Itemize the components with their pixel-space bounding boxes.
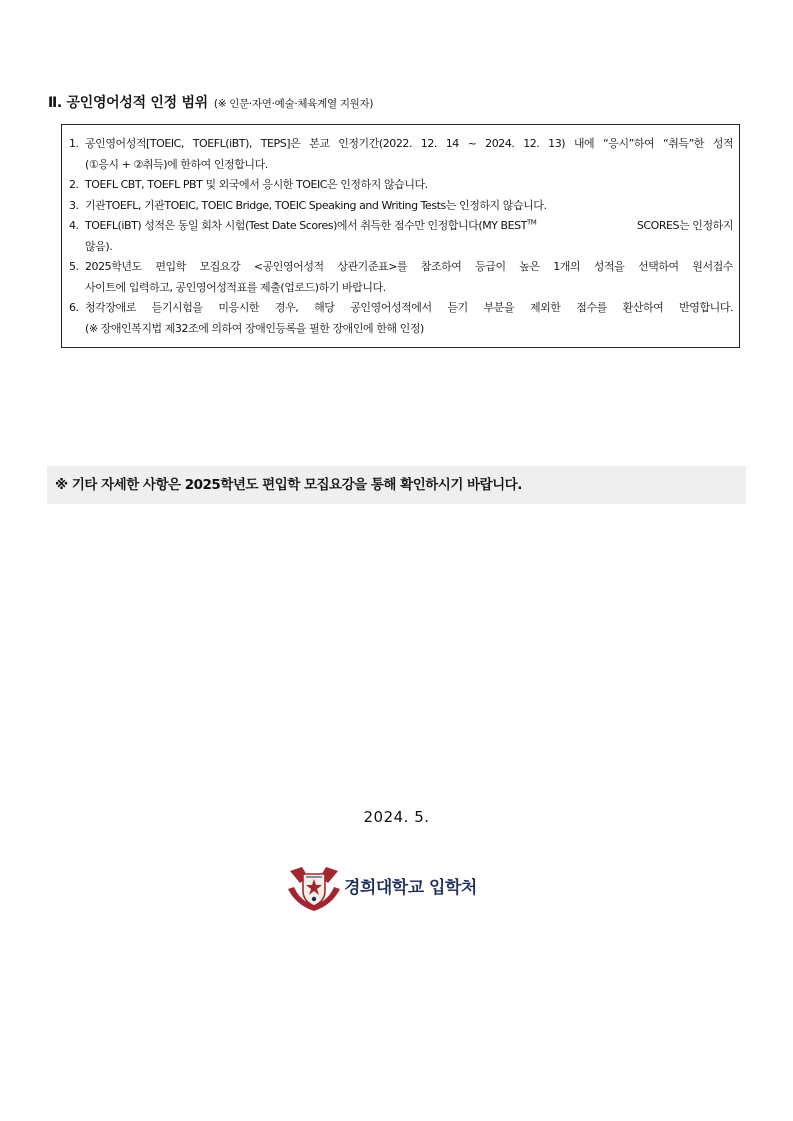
rule-word: 경우, bbox=[274, 301, 299, 314]
rule-word: 1개의 bbox=[553, 260, 581, 273]
rule-text-line: (※ 장애인복지법 제32조에 의하여 장애인등록을 필한 장애인에 한해 인정) bbox=[85, 321, 424, 335]
rule-text-line bbox=[85, 216, 733, 237]
rule-word: 14 bbox=[445, 137, 459, 150]
rule-item-6 bbox=[69, 298, 733, 339]
rule-item-2 bbox=[69, 175, 733, 196]
rule-word: 공인영어성적[TOEIC, bbox=[85, 137, 184, 150]
footer-logo bbox=[286, 861, 516, 913]
rule-text-line bbox=[85, 134, 733, 155]
rule-word: 부분을 bbox=[483, 301, 515, 314]
rule-word: 참조하여 bbox=[420, 260, 462, 273]
rule-word: 내에 bbox=[573, 137, 595, 150]
rule-item-5 bbox=[69, 257, 733, 298]
rule-word: 제외한 bbox=[529, 301, 561, 314]
rule-word: 청각장애로 bbox=[85, 301, 136, 314]
rule-text-line: 않음). bbox=[85, 239, 113, 253]
document-date: 2024. 5. bbox=[363, 808, 430, 826]
rule-number: 3. bbox=[69, 198, 79, 212]
rule-word: 성적을 bbox=[593, 260, 625, 273]
rule-item-1 bbox=[69, 134, 733, 175]
rule-word: 미응시한 bbox=[218, 301, 260, 314]
rule-word: “취득”한 bbox=[663, 137, 705, 150]
rule-word: 선택하여 bbox=[637, 260, 679, 273]
rule-number: 2. bbox=[69, 178, 79, 191]
rule-text-line: TOEFL CBT, TOEFL PBT 및 외국에서 응시한 TOEIC은 인정하지 않습니다. bbox=[85, 178, 428, 191]
rule-word: 편입학 bbox=[155, 260, 186, 273]
trademark-sup: TM bbox=[526, 218, 537, 227]
rule-word: 해당 bbox=[314, 301, 335, 314]
rule-word: 상관기준표>를 bbox=[337, 260, 408, 273]
section-heading bbox=[48, 92, 748, 112]
rule-word: 높은 bbox=[519, 260, 540, 273]
rule-word: “응시”하여 bbox=[603, 137, 655, 150]
rule-word: 2025학년도 bbox=[85, 260, 142, 273]
rule-word: 공인영어성적에서 bbox=[350, 301, 432, 314]
university-emblem-icon bbox=[286, 861, 342, 913]
rule-text-line bbox=[85, 298, 733, 319]
organization-name: 경희대학교 입학처 bbox=[344, 878, 477, 898]
rules-box bbox=[61, 124, 740, 348]
rule-word: TEPS]은 bbox=[260, 137, 301, 150]
rule-item-3 bbox=[69, 196, 733, 217]
rule-text-segment: SCORES는 인정하지 bbox=[636, 219, 733, 232]
rule-word: <공인영어성적 bbox=[253, 260, 324, 273]
rule-text-line bbox=[85, 257, 733, 278]
rule-word: 13) bbox=[548, 137, 566, 150]
rule-word: 인정기간(2022. bbox=[338, 137, 412, 150]
rule-word: 성적 bbox=[712, 137, 734, 150]
rule-word: 12. bbox=[420, 137, 437, 150]
section-title-note: (※ 인문·자연·예술·체육계열 지원자) bbox=[213, 98, 374, 110]
rule-word: 12. bbox=[523, 137, 540, 150]
rule-text-line: 사이트에 입력하고, 공인영어성적표를 제출(업로드)하기 바랍니다. bbox=[85, 280, 386, 294]
rule-word: 반영합니다. bbox=[679, 301, 734, 314]
rule-word: TOEFL(iBT), bbox=[192, 137, 252, 150]
rule-word: 등급이 bbox=[475, 260, 506, 273]
rule-number: 1. bbox=[69, 137, 79, 150]
rule-word: 모집요강 bbox=[199, 260, 241, 273]
rule-item-4 bbox=[69, 216, 733, 257]
notice-banner: ※ 기타 자세한 사항은 2025학년도 편입학 모집요강을 통해 확인하시기 바랍니다. bbox=[47, 466, 746, 504]
rule-word: ~ bbox=[467, 137, 477, 150]
rule-word: 듣기 bbox=[447, 301, 468, 314]
rule-number: 4. bbox=[69, 219, 79, 232]
rule-word: 환산하여 bbox=[622, 301, 664, 314]
rule-word: 2024. bbox=[485, 137, 515, 150]
section-title: Ⅱ. 공인영어성적 인정 범위 bbox=[48, 95, 208, 111]
rule-number: 6. bbox=[69, 301, 79, 314]
rule-word: 점수를 bbox=[576, 301, 607, 314]
rule-text-line: (①응시 + ②취득)에 한하여 인정합니다. bbox=[85, 157, 268, 171]
rule-word: 원서접수 bbox=[692, 260, 733, 273]
rule-text-segment: TOEFL(iBT) 성적은 동일 회차 시험(Test Date Scores)에서 취득한 점수만 인정합니다(MY BEST bbox=[85, 219, 527, 232]
rule-number: 5. bbox=[69, 260, 79, 273]
rule-word: 듣기시험을 bbox=[151, 301, 203, 314]
rule-word: 본교 bbox=[309, 137, 330, 150]
rule-text-line: 기관TOEFL, 기관TOEIC, TOEIC Bridge, TOEIC Speaking and Writing Tests는 인정하지 않습니다. bbox=[85, 198, 547, 212]
